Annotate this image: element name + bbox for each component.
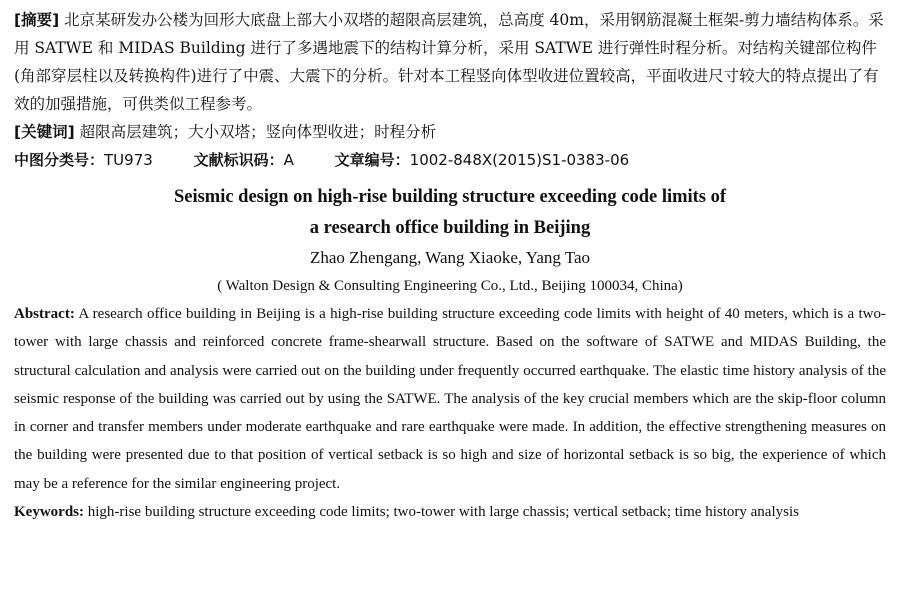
document-code: 文献标识码：A bbox=[193, 151, 294, 169]
paper-title-line-1: Seismic design on high-rise building structure exceeding code limits of bbox=[173, 187, 727, 207]
english-keywords bbox=[14, 498, 886, 526]
english-abstract bbox=[14, 300, 886, 498]
english-abstract-text: A research office building in Beijing is a high-rise building structure exceeding code limits with height of 40 meters, which is a two-tower with large chassis and reinforced concrete frame-shearwall structure. Based on the software of SATWE and MIDAS Building, the structural calculation and analysis were carried out on the building under frequently occurred earthquake. The elastic time history analysis of the seismic response of the building was carried out by using the SATWE. The analysis of the key crucial members which are the skip-floor column in corner and transfer members under moderate earthquake and rare earthquake were made. In addition, the effective strengthening measures on the building were presented due to that position of vertical setback is so high and size of horizontal setback is so big, the experience of which may be a reference for the similar engineering project. bbox=[14, 306, 886, 492]
english-keywords-text: high-rise building structure exceeding code limits; two-tower with large chassis; vertical setback; time history analysis bbox=[87, 504, 799, 521]
classification-line bbox=[14, 146, 886, 174]
chinese-keywords bbox=[14, 118, 886, 146]
chinese-abstract-section bbox=[14, 6, 886, 174]
chinese-abstract-text: 北京某研发办公楼为回形大底盘上部大小双塔的超限高层建筑，总高度 40m，采用钢筋混凝土框架-剪力墙结构体系。采用 SATWE 和 MIDAS Building 进行了多遇地震下的结构计算分析，采用 SATWE 进行弹性时程分析。对结构关键部位构件(角部穿层柱以及转换构件)进行了中震、大震下的分析。针对本工程竖向体型收进位置较高，平面收进尺寸较大的特点提出了有效的加强措施，可供类似工程参考。 bbox=[14, 11, 884, 113]
paper-title-line-2: a research office building in Beijing bbox=[309, 218, 591, 238]
english-abstract-label: Abstract: bbox=[14, 306, 75, 322]
chinese-abstract bbox=[14, 6, 886, 118]
chinese-abstract-label: [摘要] bbox=[14, 11, 60, 29]
english-header bbox=[14, 182, 886, 300]
paper-authors: Zhao Zhengang, Wang Xiaoke, Yang Tao bbox=[309, 248, 591, 267]
clc-number: 中图分类号：TU973 bbox=[14, 151, 153, 169]
paper-affiliation: ( Walton Design & Consulting Engineering Co., Ltd., Beijing 100034, China) bbox=[217, 278, 683, 294]
chinese-keywords-label: [关键词] bbox=[14, 123, 75, 141]
chinese-keywords-text: 超限高层建筑；大小双塔；竖向体型收进；时程分析 bbox=[79, 123, 437, 141]
paper-title bbox=[14, 182, 886, 244]
english-keywords-label: Keywords: bbox=[14, 504, 84, 521]
article-number: 文章编号：1002-848X(2015)S1-0383-06 bbox=[334, 151, 630, 169]
